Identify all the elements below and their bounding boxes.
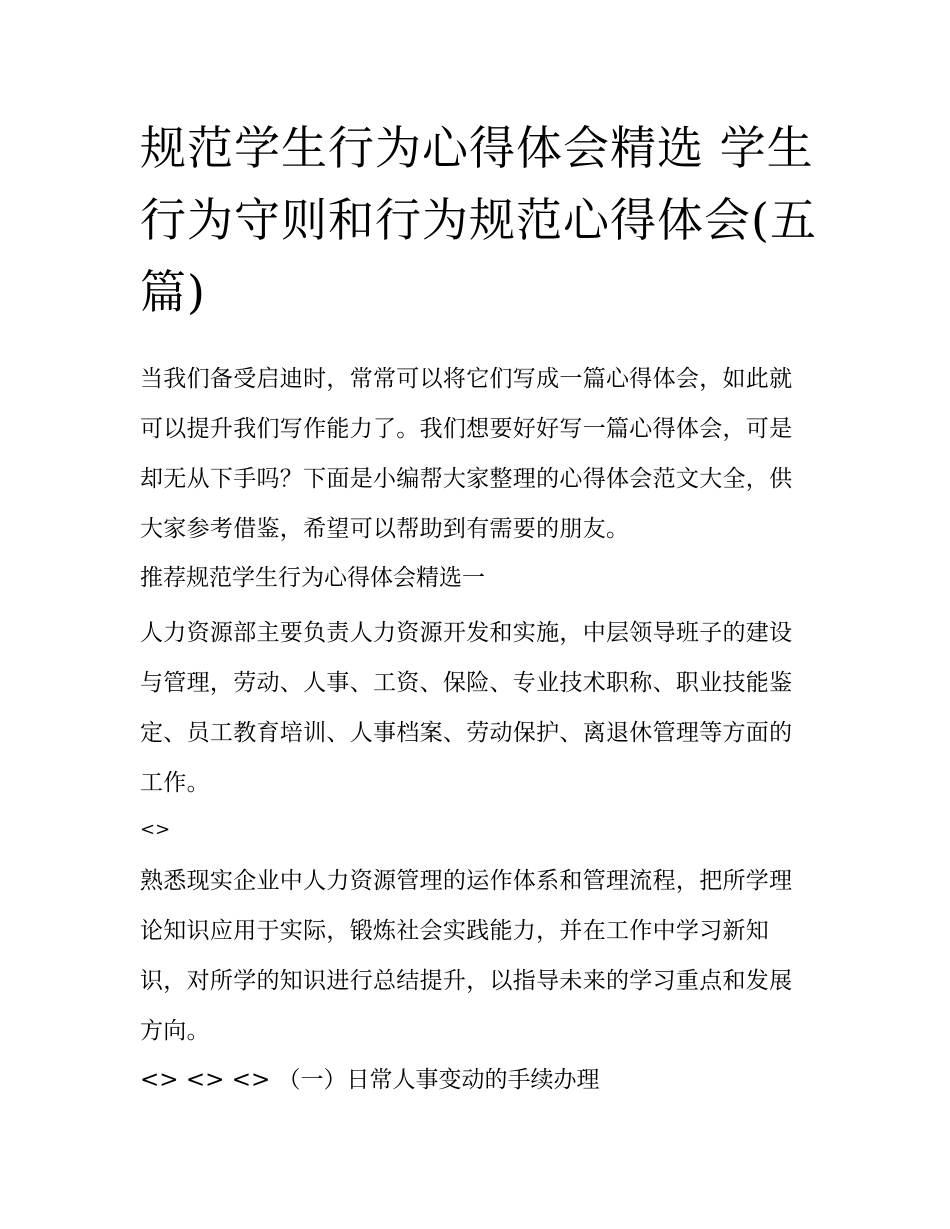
practice-goal-paragraph: 熟悉现实企业中人力资源管理的运作体系和管理流程，把所学理论知识应用于实际，锻炼社会实践能力，并在工作中学习新知识，对所学的知识进行总结提升，以指导未来的学习重点和发展方向。 (140, 868, 793, 1044)
intro-paragraph: 当我们备受启迪时，常常可以将它们写成一篇心得体会，如此就可以提升我们写作能力了。我们想要好好写一篇心得体会，可是却无从下手吗？下面是小编帮大家整理的心得体会范文大全，供大家参考借鉴，希望可以帮助到有需要的朋友。 (140, 366, 793, 542)
document-title: 规范学生行为心得体会精选 学生行为守则和行为规范心得体会(五篇) (140, 121, 817, 319)
placeholder-marker: <> (140, 819, 171, 840)
subsection-heading: <> <> <> （一）日常人事变动的手续办理 (140, 1067, 600, 1093)
hr-duties-paragraph: 人力资源部主要负责人力资源开发和实施，中层领导班子的建设与管理，劳动、人事、工资、保险、专业技术职称、职业技能鉴定、员工教育培训、人事档案、劳动保护、离退休管理等方面的工作。 (140, 620, 793, 796)
section-heading: 推荐规范学生行为心得体会精选一 (140, 565, 485, 591)
